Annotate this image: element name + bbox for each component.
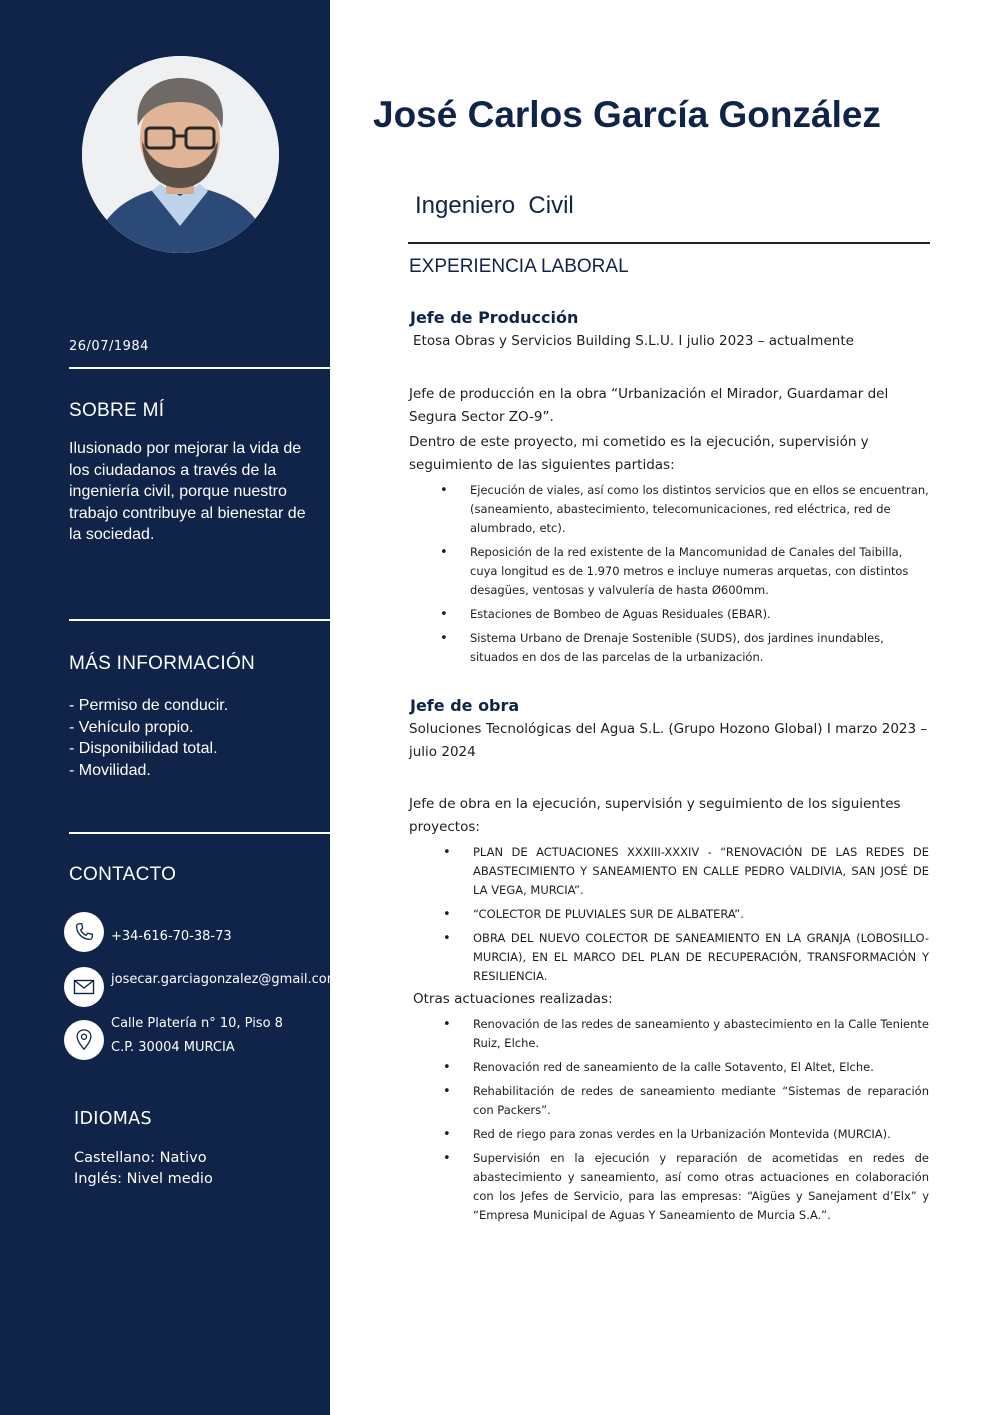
- language-item: [74, 1169, 213, 1190]
- more-info-list: [69, 695, 228, 781]
- job-company: Etosa Obras y Servicios Building S.L.U. I julio 2023 – actualmente: [413, 333, 854, 349]
- about-title: SOBRE MÍ: [69, 400, 165, 421]
- contact-email[interactable]: [64, 967, 339, 1007]
- language-level: Nivel medio: [122, 1171, 213, 1187]
- list-item: • PLAN DE ACTUACIONES XXXIII-XXXIV - “RENOVACIÓN DE LAS REDES DE ABASTECIMIENTO Y SANEAMIENTO EN CALLE PEDRO VALDIVIA, SAN JOSÉ DE LA VEGA, MURCIA”.: [473, 843, 929, 900]
- list-item: • Ejecución de viales, así como los distintos servicios que en ellos se encuentran, (saneamiento, abastecimiento, telecomunicaciones, red eléctrica, red de alumbrado, etc).: [470, 481, 930, 538]
- divider: [69, 832, 330, 834]
- list-item: • Estaciones de Bombeo de Aguas Residuales (EBAR).: [470, 605, 930, 624]
- address-text: [111, 1012, 283, 1060]
- sidebar: [0, 0, 340, 1415]
- list-item: • Reposición de la red existente de la Mancomunidad de Canales del Taibilla, cuya longitud es de 1.970 metros e incluye numeras arquetas, con distintos desagües, ventosas y valvulería de hasta Ø600mm.: [470, 543, 930, 600]
- language-label: Castellano:: [74, 1150, 156, 1166]
- about-text: Ilusionado por mejorar la vida de los ciudadanos a través de la ingeniería civil, porque nuestro trabajo contribuye al bienestar de la sociedad.: [69, 440, 306, 543]
- job-paragraph: Jefe de obra en la ejecución, supervisión y seguimiento de los siguientes proyectos:: [409, 796, 901, 835]
- list-item: - Vehículo propio.: [69, 718, 194, 736]
- location-pin-icon: [64, 1020, 104, 1060]
- languages-title: IDIOMAS: [74, 1109, 152, 1129]
- language-level: Nativo: [155, 1150, 207, 1166]
- language-item: [74, 1148, 213, 1169]
- job-bullet-list: [470, 481, 930, 672]
- list-item: • Rehabilitación de redes de saneamiento mediante “Sistemas de reparación con Packers”.: [473, 1082, 929, 1120]
- list-item: - Movilidad.: [69, 761, 151, 779]
- contact-address: [64, 1016, 283, 1060]
- address-line-2: C.P. 30004 MURCIA: [111, 1040, 235, 1055]
- profile-photo: [82, 56, 279, 253]
- job-bullet-list: [473, 843, 929, 991]
- list-item: • OBRA DEL NUEVO COLECTOR DE SANEAMIENTO EN LA GRANJA (LOBOSILLO-MURCIA), EN EL MARCO DEL PLAN DE RECUPERACIÓN, TRANSFORMACIÓN Y RESILIENCIA.: [473, 929, 929, 986]
- list-item: • Red de riego para zonas verdes en la Urbanización Montevida (MURCIA).: [473, 1125, 929, 1144]
- job-company: Soluciones Tecnológicas del Agua S.L. (Grupo Hozono Global) I marzo 2023 – julio 2024: [409, 721, 928, 760]
- email-text: josecar.garciagonzalez@gmail.com: [111, 972, 340, 987]
- full-name: José Carlos García González: [373, 94, 881, 135]
- list-item: - Permiso de conducir.: [69, 697, 229, 714]
- contact-phone[interactable]: [64, 912, 232, 952]
- more-info-title: MÁS INFORMACIÓN: [69, 653, 256, 674]
- divider: [69, 367, 330, 369]
- job-paragraph: Dentro de este proyecto, mi cometido es la ejecución, supervisión y seguimiento de las siguientes partidas:: [409, 434, 869, 473]
- birth-date: 26/07/1984: [69, 339, 149, 354]
- experience-title: EXPERIENCIA LABORAL: [409, 256, 629, 277]
- list-item: - Disponibilidad total.: [69, 740, 218, 757]
- list-item: • “COLECTOR DE PLUVIALES SUR DE ALBATERA”.: [473, 905, 929, 924]
- other-works-title: Otras actuaciones realizadas:: [413, 991, 613, 1007]
- list-item: • Sistema Urbano de Drenaje Sostenible (SUDS), dos jardines inundables, situados en dos de las parcelas de la urbanización.: [470, 629, 930, 667]
- other-works-list: [473, 1015, 929, 1230]
- list-item: • Renovación de las redes de saneamiento y abastecimiento en la Calle Teniente Ruiz, Elche.: [473, 1015, 929, 1053]
- list-item: • Supervisión en la ejecución y reparación de acometidas en redes de abastecimiento y saneamiento, así como otras actuaciones en colaboración con los Jefes de Servicio, para las empresas: “Aigües y Sanejament d’Elx” y “Empresa Municipal de Aguas Y Saneamiento de Murcia S.A.”.: [473, 1149, 929, 1225]
- contact-title: CONTACTO: [69, 864, 177, 885]
- languages-list: [74, 1148, 213, 1190]
- address-line-1: Calle Platería n° 10, Piso 8: [111, 1016, 283, 1031]
- profile-photo-illustration: [82, 56, 279, 253]
- list-item: • Renovación red de saneamiento de la calle Sotavento, El Altet, Elche.: [473, 1058, 929, 1077]
- job-title: Jefe de obra: [410, 696, 520, 715]
- mail-icon: [64, 967, 104, 1007]
- divider: [69, 619, 330, 621]
- language-label: Inglés:: [74, 1171, 123, 1187]
- phone-text: +34-616-70-38-73: [111, 929, 232, 944]
- divider: [408, 242, 930, 244]
- job-title: Jefe de Producción: [410, 308, 579, 327]
- phone-icon: [64, 912, 104, 952]
- job-role: Ingeniero Civil: [415, 192, 574, 219]
- job-paragraph: Jefe de producción en la obra “Urbanización el Mirador, Guardamar del Segura Sector ZO-9”.: [409, 386, 889, 425]
